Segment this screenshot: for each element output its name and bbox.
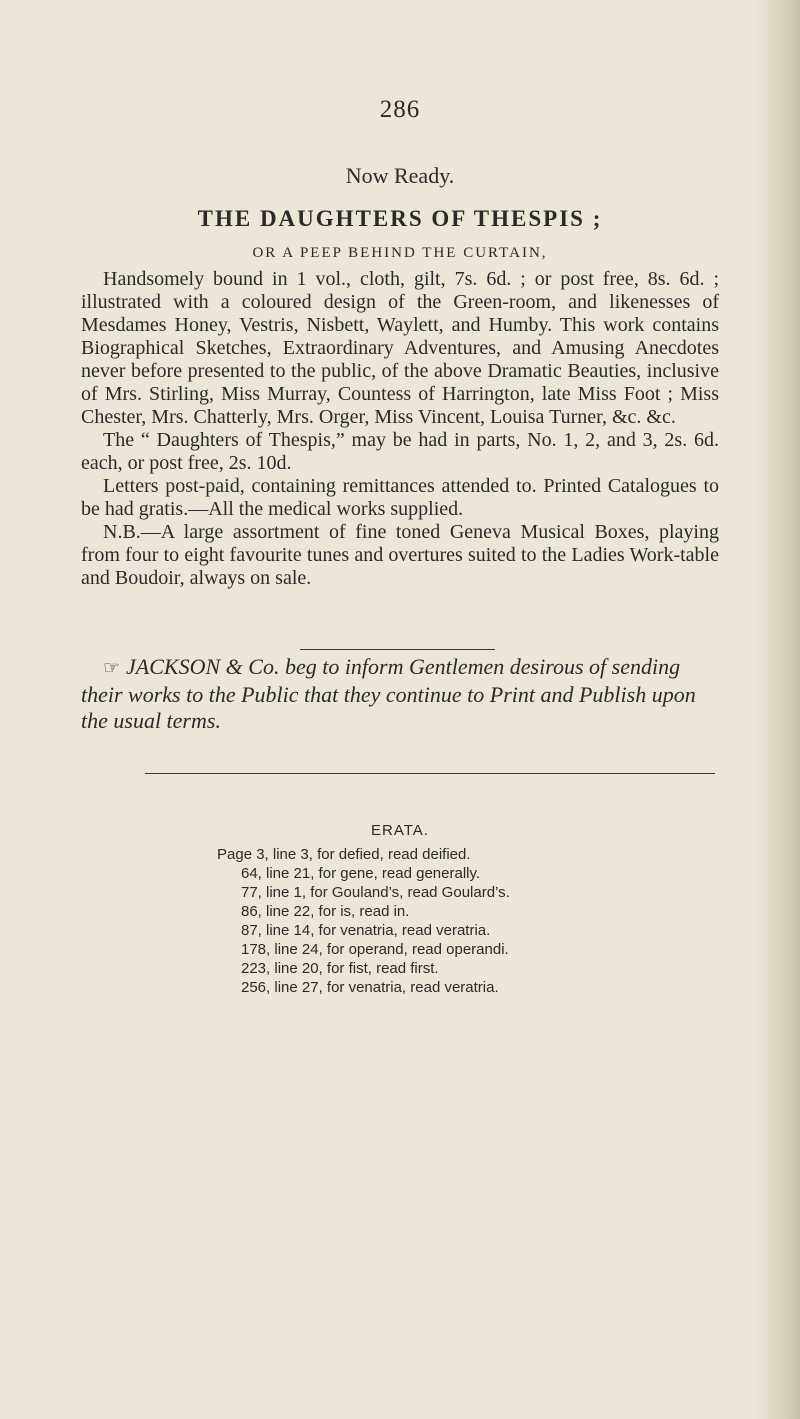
divider-rule: [300, 649, 495, 650]
advertisement-body: [81, 268, 719, 590]
publisher-notice: [81, 654, 721, 734]
page-edge-shadow: [756, 0, 800, 1419]
errata-item: Page 3, line 3, for defied, read deified.: [217, 846, 471, 863]
book-title: THE DAUGHTERS OF THESPIS ;: [197, 206, 603, 231]
errata-item: 86, line 22, for is, read in.: [241, 903, 410, 920]
pointing-hand-icon: ☞: [103, 658, 121, 679]
errata-item: 77, line 1, for Gouland’s, read Goulard’s.: [241, 884, 510, 901]
paragraph: Handsomely bound in 1 vol., cloth, gilt, 7s. 6d. ; or post free, 8s. 6d. ; illustrated with a coloured design of the Green-room, and likenesses of Mesdames Honey, Vestris, Nisbett, Waylett, and Humby. This work contains Biographical Sketches, Extraordinary Adventures, and Amusing Anecdotes never before presented to the public, of the above Dramatic Beauties, inclusive of Mrs. Stirling, Miss Murray, Countess of Harrington, late Miss Foot ; Miss Chester, Mrs. Chatterly, Mrs. Orger, Miss Vincent, Louisa Turner, &c. &c.: [81, 268, 719, 428]
errata-item: 64, line 21, for gene, read generally.: [241, 865, 481, 882]
errata-item: 87, line 14, for venatria, read veratria.: [241, 922, 491, 939]
paragraph: Letters post-paid, containing remittances attended to. Printed Catalogues to be had gratis.—All the medical works supplied.: [81, 475, 719, 520]
book-subtitle: OR A PEEP BEHIND THE CURTAIN,: [252, 245, 548, 261]
announcement: Now Ready.: [345, 163, 455, 188]
notice-text: JACKSON & Co. beg to inform Gentlemen desirous of sending their works to the Public that they continue to Print and Publish upon the usual terms.: [81, 654, 696, 733]
paragraph: N.B.—A large assortment of fine toned Geneva Musical Boxes, playing from four to eight favourite tunes and overtures suited to the Ladies Work-table and Boudoir, always on sale.: [81, 521, 719, 589]
paragraph: The “ Daughters of Thespis,” may be had in parts, No. 1, 2, and 3, 2s. 6d. each, or post free, 2s. 10d.: [81, 429, 719, 474]
page-number: 286: [379, 96, 421, 123]
errata-item: 178, line 24, for operand, read operandi.: [241, 941, 509, 958]
errata-list: [217, 845, 717, 997]
errata-item: 223, line 20, for fist, read first.: [241, 960, 439, 977]
errata-heading: ERATA.: [371, 822, 429, 839]
divider-rule: [145, 773, 715, 774]
errata-item: 256, line 27, for venatria, read veratria.: [241, 979, 499, 996]
